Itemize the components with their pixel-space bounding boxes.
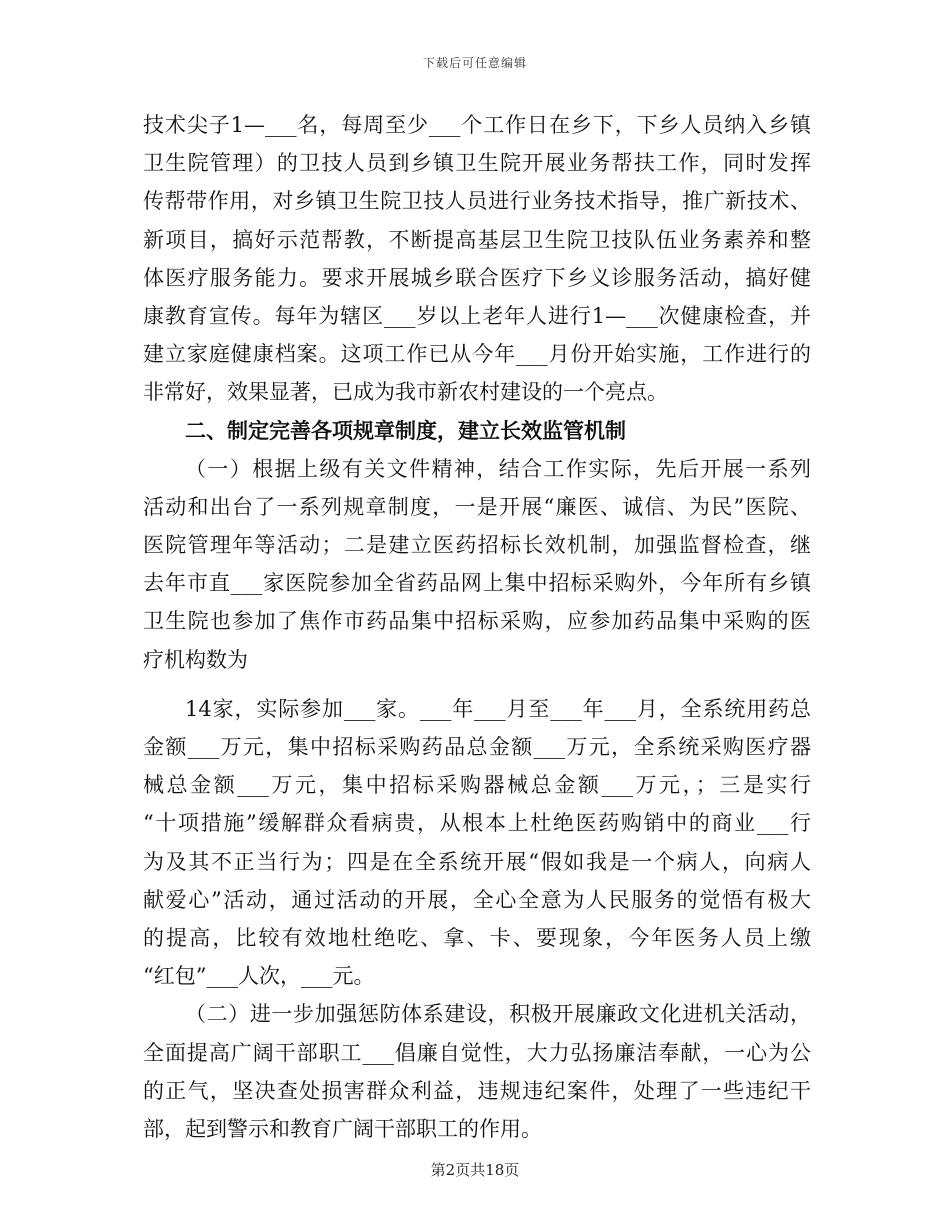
text-line: 部，起到警示和教育广阔干部职工的作用。 xyxy=(143,1116,542,1141)
text-line: “十项措施”缓解群众看病贵，从根本上杜绝医药购销中的商业___行 xyxy=(143,811,811,836)
text-line: （一）根据上级有关文件精神，结合工作实际，先后开展一系列 xyxy=(185,456,811,481)
page-header: 下载后可任意编辑 xyxy=(422,56,527,70)
text-line: 康教育宣传。每年为辖区___岁以上老年人进行1—___次健康检查，并 xyxy=(143,303,811,328)
document-body xyxy=(143,106,811,1148)
text-line: （二）进一步加强惩防体系建设，积极开展廉政文化进机关活动， xyxy=(185,1002,811,1027)
text-line: 活动和出台了一系列规章制度，一是开展“廉医、诚信、为民”医院、 xyxy=(143,494,811,519)
text-line: 新项目，搞好示范帮教，不断提高基层卫生院卫技队伍业务素养和整 xyxy=(143,227,811,252)
text-line: 的正气，坚决查处损害群众利益，违规违纪案件，处理了一些违纪干 xyxy=(143,1078,811,1103)
text-line: 医院管理年等活动；二是建立医药招标长效机制，加强监督检查，继 xyxy=(143,533,811,558)
paragraph-gap xyxy=(143,679,811,690)
text-line: 体医疗服务能力。要求开展城乡联合医疗下乡义诊服务活动，搞好健 xyxy=(143,265,811,290)
text-line: 为及其不正当行为；四是在全系统开展“假如我是一个病人，向病人 xyxy=(143,849,811,874)
text-line: “红包”___人次，___元。 xyxy=(143,964,375,989)
text-line: 传帮带作用，对乡镇卫生院卫技人员进行业务技术指导，推广新技术、 xyxy=(143,189,811,214)
text-line: 械总金额___万元，集中招标采购器械总金额___万元，；三是实行 xyxy=(143,773,811,798)
text-line: 去年市直___家医院参加全省药品网上集中招标采购外，今年所有乡镇 xyxy=(143,571,811,596)
text-line: 14家，实际参加___家。___年___月至___年___月，全系统用药总 xyxy=(185,696,811,721)
text-line: 技术尖子1—___名，每周至少___个工作日在乡下，下乡人员纳入乡镇 xyxy=(143,113,811,137)
text-line: 全面提高广阔干部职工___倡廉自觉性，大力弘扬廉洁奉献，一心为公 xyxy=(143,1040,811,1065)
text-line: 献爱心”活动，通过活动的开展，全心全意为人民服务的觉悟有极大 xyxy=(143,887,811,912)
text-line: 卫生院也参加了焦作市药品集中招标采购，应参加药品集中采购的医 xyxy=(143,609,811,634)
text-line: 卫生院管理）的卫技人员到乡镇卫生院开展业务帮扶工作，同时发挥 xyxy=(143,151,811,176)
page-footer: 第2页共18页 xyxy=(430,1161,520,1179)
text-line: 的提高，比较有效地杜绝吃、拿、卡、要现象，今年医务人员上缴 xyxy=(143,925,811,950)
text-line: 建立家庭健康档案。这项工作已从今年___月份开始实施，工作进行的 xyxy=(143,342,811,367)
section-heading: 二、制定完善各项规章制度，建立长效监管机制 xyxy=(185,417,626,443)
text-line: 非常好，效果显著，已成为我市新农村建设的一个亮点。 xyxy=(143,380,668,405)
text-line: 金额___万元，集中招标采购药品总金额___万元，全系统采购医疗器 xyxy=(143,735,811,759)
text-line: 疗机构数为 xyxy=(143,647,248,672)
